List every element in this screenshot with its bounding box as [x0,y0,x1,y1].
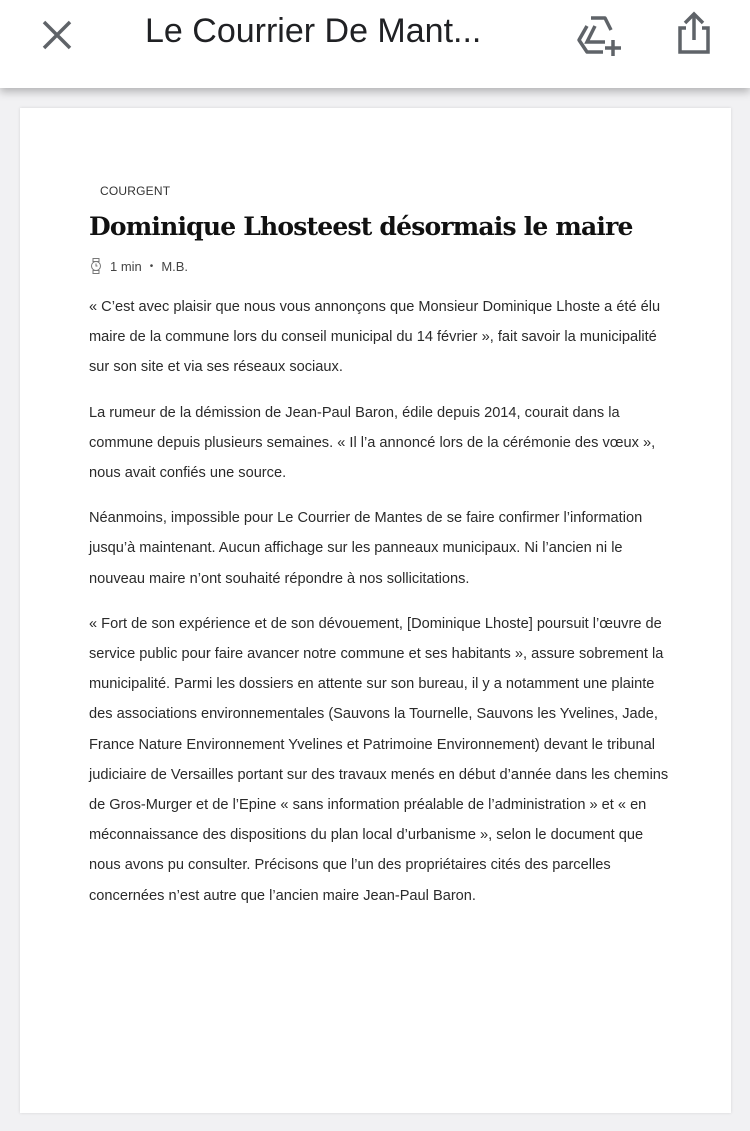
article-headline: Dominique Lhosteest désormais le maire [89,212,633,241]
paragraph: La rumeur de la démission de Jean-Paul Baron, édile depuis 2014, courait dans la commune depuis plusieurs semaines. « Il l’a annoncé lors de la cérémonie des vœux », nous avait confiés une source. [89,404,656,482]
article-card [20,108,731,1113]
watch-icon [90,258,102,274]
article-kicker: COURGENT [100,184,171,198]
article-body [89,292,669,926]
add-to-drive-icon[interactable] [575,14,625,56]
paragraph: « C’est avec plaisir que nous vous annonçons que Monsieur Dominique Lhoste a été élu maire de la commune lors du conseil municipal du 14 février », fait savoir la municipalité sur son site et via ses réseaux sociaux. [89,299,661,376]
paragraph: « Fort de son expérience et de son dévouement, [Dominique Lhoste] poursuit l’œuvre de service public pour faire avancer notre commune et ses habitants », assure sobrement la municipalité. Parmi les dossiers en attente sur son bureau, il y a notamment une plainte des associations environnementales (Sauvons la Tournelle, Sauvons les Yvelines, Jade, France Nature Environnement Yvelines et Patrimoine Environnement) devant le tribunal judiciaire de Versailles portant sur des travaux menés en début d’année dans les chemins de Gros-Murger et de l’Epine « sans information préalable de l’administration » et « en méconnaissance des dispositions du plan local d’urbanisme », selon le document que nous avons pu consulter. Précisons que l’un des propriétaires cités des parcelles concernées n’est autre que l’ancien maire Jean-Paul Baron. [89,615,669,904]
author: M.B. [161,258,189,274]
close-icon[interactable] [38,14,78,54]
meta-separator: • [149,260,154,272]
share-icon[interactable] [674,10,714,56]
article-meta [90,258,188,274]
page-title: Le Courrier De Mant... [145,12,482,50]
top-bar [0,0,750,88]
read-time: 1 min [110,258,142,274]
paragraph: Néanmoins, impossible pour Le Courrier de Mantes de se faire confirmer l’information jusqu’à maintenant. Aucun affichage sur les panneaux municipaux. Ni l’ancien ni le nouveau maire n’ont souhaité répondre à nos sollicitations. [89,510,643,587]
